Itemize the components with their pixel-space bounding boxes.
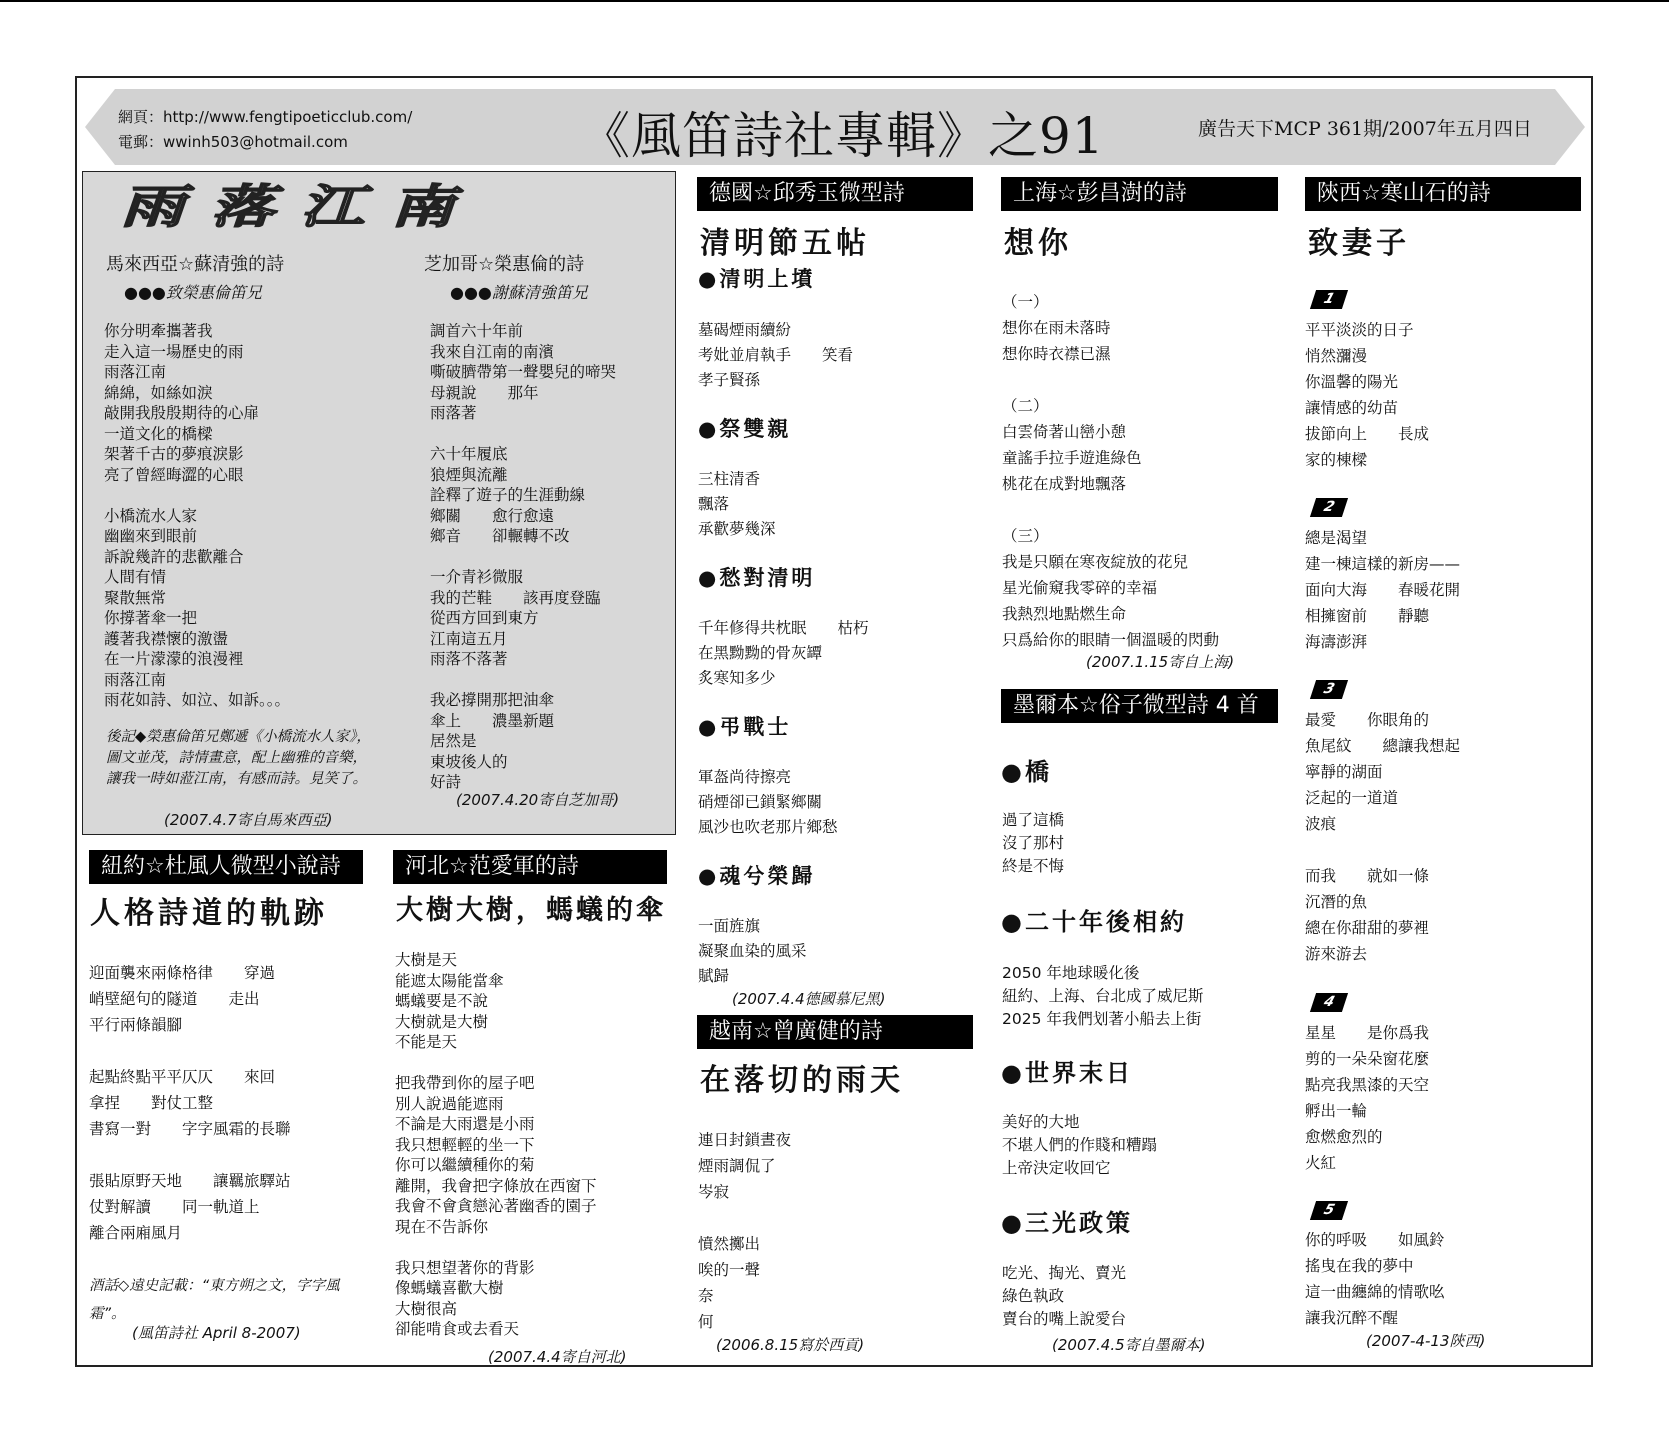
feature-right-heading: 芝加哥☆榮惠倫的詩 <box>424 254 585 275</box>
germany-sub-5: ●魂兮榮歸 <box>698 863 816 888</box>
newyork-header: 紐約☆杜風人微型小說詩 <box>89 850 363 884</box>
shaanxi-title: 致妻子 <box>1308 226 1410 261</box>
melbourne-header: 墨爾本☆俗子微型詩 4 首 <box>1001 689 1278 723</box>
newyork-title: 人格詩道的軌跡 <box>90 896 328 931</box>
melbourne-date: (2007.4.5寄自墨爾本) <box>1052 1336 1206 1354</box>
hebei-date: (2007.4.4寄自河北) <box>488 1348 627 1366</box>
germany-header: 德國☆邱秀玉微型詩 <box>697 177 973 211</box>
hebei-header: 河北☆范愛軍的詩 <box>393 850 667 884</box>
newyork-date: (風笛詩社 April 8-2007) <box>132 1324 301 1342</box>
feature-right-poem: 調首六十年前 我來自江南的南濱 嘶破臍帶第一聲嬰兒的啼哭 母親說 那年 雨落著 六十年履底 狼煙與流離 詮釋了遊子的生涯動線 鄉關 愈行愈遠 鄉音 卻輾轉不改 一介青衫微服 我的芒鞋 該再度登臨 從西方回到東方 江南這五月 雨落不落著 我必撐開那把油傘 傘上 濃墨新題 居然是 東坡後人的 好詩 <box>430 322 617 791</box>
shaanxi-stanza-5: 你的呼吸 如風鈴 搖曳在我的夢中 這一曲纏綿的情歌吆 讓我沉醉不醒 <box>1305 1231 1445 1327</box>
melbourne-poem-3: 美好的大地 不堪人們的作賤和糟蹋 上帝決定收回它 <box>1002 1113 1158 1177</box>
germany-poem-5: 一面旌旗 凝聚血染的風采 賦歸 <box>698 917 807 985</box>
germany-sub-2: ●祭雙親 <box>698 416 792 441</box>
shanghai-title: 想你 <box>1004 226 1072 261</box>
shanghai-date: (2007.1.15寄自上海) <box>1086 653 1235 671</box>
shaanxi-date: (2007-4-13陝西) <box>1366 1332 1486 1350</box>
hebei-poem: 大樹是天 能遮太陽能當傘 螞蟻要是不說 大樹就是大樹 不能是天 把我帶到你的屋子吧 別人說過能遮雨 不論是大雨還是小雨 我只想輕輕的坐一下 你可以繼續種你的菊 離開，我會把字條放在西窗下 我會不會貪戀沁著幽香的園子 現在不告訴你 我只想望著你的背影 像螞蟻喜歡大樹 大樹很高 卻能啃食或去看天 <box>395 951 597 1338</box>
germany-title: 清明節五帖 <box>700 226 870 261</box>
melbourne-sub-3: ●世界末日 <box>1001 1058 1133 1087</box>
shaanxi-header: 陝西☆寒山石的詩 <box>1305 177 1581 211</box>
feature-right-dedication: ●●●謝蘇清強笛兄 <box>450 283 588 302</box>
shaanxi-stanza-1: 平平淡淡的日子 悄然瀰漫 你溫馨的陽光 讓情感的幼苗 拔節向上 長成 家的棟樑 <box>1305 321 1430 469</box>
issue-info: 廣告天下MCP 361期/2007年五月四日 <box>1198 118 1532 140</box>
melbourne-poem-2: 2050 年地球暖化後 紐約、上海、台北成了威尼斯 2025 年我們划著小船去上街 <box>1002 964 1204 1028</box>
germany-poem-4: 軍盔尚待擦亮 硝煙卻已鎖緊鄉關 風沙也吹老那片鄉愁 <box>698 768 838 836</box>
shanghai-header: 上海☆彭昌澍的詩 <box>1001 177 1278 211</box>
vietnam-date: (2006.8.15寫於西貢) <box>716 1336 865 1354</box>
vietnam-title: 在落切的雨天 <box>700 1063 904 1098</box>
website-url[interactable]: 網頁：http://www.fengtipoeticclub.com/ <box>118 108 413 126</box>
stanza-number-1: 1 <box>1310 290 1348 309</box>
germany-date: (2007.4.4德國慕尼黑) <box>732 990 886 1008</box>
feature-title: 雨落江南 <box>120 180 480 235</box>
germany-sub-1: ●清明上墳 <box>698 266 816 291</box>
stanza-number-2: 2 <box>1310 498 1348 517</box>
germany-sub-4: ●弔戰士 <box>698 714 792 739</box>
newyork-poem: 迎面襲來兩條格律 穿過 峭壁絕句的隧道 走出 平行兩條韻腳 起點終點平平仄仄 來回 拿捏 對仗工整 書寫一對 字字風霜的長聯 張貼原野天地 讓羈旅驛站 仗對解讀 同一軌道上 離合兩廂風月 <box>89 964 291 1242</box>
feature-left-note: 後記◆榮惠倫笛兄鄭遞《小橋流水人家》，圖文並茂，詩情畫意，配上幽雅的音樂，讓我一時如蒞江南，有感而詩。見笑了。 <box>106 729 371 787</box>
feature-left-poem: 你分明牽攜著我 走入這一場歷史的雨 雨落江南 綿綿，如絲如淚 敲開我殷殷期待的心扉 一道文化的橋樑 架著千古的夢痕淚影 亮了曾經晦澀的心眼 小橋流水人家 幽幽來到眼前 訴說幾許的悲歡離合 人間有情 聚散無常 你撐著傘一把 護著我襟懷的激盪 在一片濛濛的浪漫裡 雨落江南 雨花如詩、如泣、如訴。。。 <box>104 322 291 709</box>
melbourne-poem-4: 吃光、掏光、賣光 綠色執政 賣台的嘴上說愛台 <box>1002 1264 1127 1328</box>
melbourne-sub-1: ●橋 <box>1001 757 1052 786</box>
feature-left-dedication: ●●●致榮惠倫笛兄 <box>124 283 262 302</box>
page-title: 《風笛詩社專輯》之91 <box>580 107 1105 165</box>
feature-right-date: (2007.4.20寄自芝加哥) <box>456 791 620 809</box>
germany-poem-2: 三柱清香 飄落 承歡夢幾深 <box>698 470 776 538</box>
germany-poem-1: 墓碣煙雨續紛 考妣並肩執手 笑看 孝子賢孫 <box>698 321 854 389</box>
vietnam-header: 越南☆曾廣健的詩 <box>697 1015 973 1049</box>
feature-left-date: (2007.4.7寄自馬來西亞) <box>164 811 333 829</box>
germany-poem-3: 千年修得共枕眠 枯朽 在黑黝黝的骨灰罈 炙寒知多少 <box>698 619 869 687</box>
hebei-title: 大樹大樹，螞蟻的傘 <box>396 895 666 926</box>
germany-sub-3: ●愁對清明 <box>698 565 816 590</box>
shaanxi-stanza-2: 總是渴望 建一棟這樣的新房—— 面向大海 春暖花開 相擁窗前 靜聽 海濤澎湃 <box>1305 529 1461 651</box>
shaanxi-stanza-4: 星星 是你爲我 剪的一朵朵窗花麼 點亮我黑漆的天空 孵出一輪 愈燃愈烈的 火紅 <box>1305 1024 1430 1172</box>
feature-left-heading: 馬來西亞☆蘇清強的詩 <box>106 254 285 275</box>
melbourne-poem-1: 過了這橋 沒了那村 終是不悔 <box>1002 811 1065 875</box>
stanza-number-3: 3 <box>1310 680 1348 699</box>
email-address[interactable]: 電郵：wwinh503@hotmail.com <box>118 133 348 151</box>
newyork-note: 酒話◇遠史記載：“東方朔之文，字字風霜”。 <box>89 1278 340 1322</box>
melbourne-sub-2: ●二十年後相約 <box>1001 907 1187 936</box>
vietnam-poem: 連日封鎖晝夜 煙雨調侃了 岑寂 憤然擲出 唉的一聲 奈 何 <box>698 1131 792 1331</box>
shanghai-poem: （一） 想你在雨未落時 想你時衣襟已濕 （二） 白雲倚著山巒小憩 童謠手拉手遊進綠色 桃花在成對地飄落 （三） 我是只願在寒夜綻放的花兒 星光偷窺我零碎的幸福 我熱烈地點燃生命 只爲給你的眼睛一個溫暖的閃動 <box>1002 293 1220 649</box>
top-rule <box>0 0 1669 2</box>
shaanxi-stanza-3: 最愛 你眼角的 魚尾紋 總讓我想起 寧靜的湖面 泛起的一道道 波痕 而我 就如一條 沉潛的魚 總在你甜甜的夢裡 游來游去 <box>1305 711 1461 963</box>
melbourne-sub-4: ●三光政策 <box>1001 1208 1133 1237</box>
stanza-number-5: 5 <box>1310 1201 1348 1220</box>
stanza-number-4: 4 <box>1310 993 1348 1012</box>
